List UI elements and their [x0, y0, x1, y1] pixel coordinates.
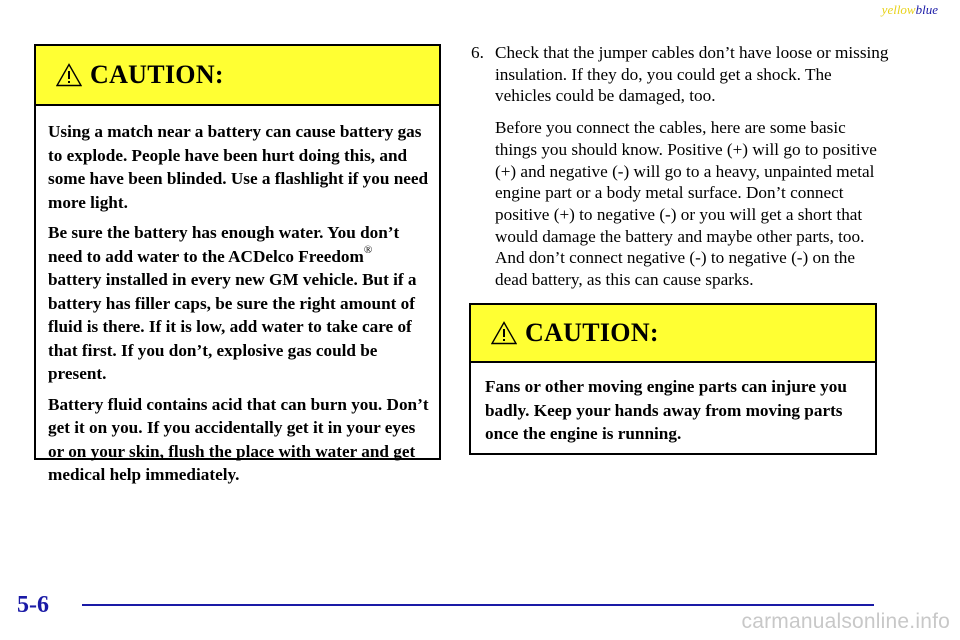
caution-header	[471, 305, 875, 363]
footer-rule	[82, 604, 874, 606]
color-tag-blue: blue	[915, 2, 938, 17]
page-number: 5-6	[17, 592, 49, 618]
caution-paragraph: Using a match near a battery can cause battery gas to explode. People have been hurt doing this, and some have been blinded. Use a flashlight if you need more light.	[48, 122, 429, 212]
step-text: Check that the jumper cables don’t have loose or missing insulation. If they do, you could get a shock. The vehicles could be damaged, too.	[495, 43, 889, 106]
caution-header	[36, 46, 439, 106]
caution-box-battery	[34, 44, 441, 484]
caution-title: CAUTION:	[525, 318, 659, 347]
step-note: Before you connect the cables, here are some basic things you should know. Positive (+) will go to positive (+) and negative (-) will go to a heavy, unpainted metal engine part or a body metal surface. Don’t connect positive (+) to negative (-) or you will get a short that would damage the battery and maybe other parts, too. And don’t connect negative (-) to negative (-) on the dead battery, as this can cause sparks.	[495, 118, 877, 290]
caution-paragraph-rest: battery installed in every new GM vehicle. But if a battery has filler caps, be sure the right amount of fluid is there. If it is low, add water to take care of that first. If you don’t, explosive gas could be present.	[48, 270, 417, 383]
color-tag-yellow: yellow	[881, 2, 916, 17]
caution-paragraph-lead: Be sure the battery has enough water. You don’t need to add water to the ACDelco Freedom	[48, 223, 400, 266]
registered-mark: ®	[363, 243, 373, 256]
warning-triangle-icon	[56, 63, 82, 87]
caution-box-fans	[469, 303, 877, 455]
step-6	[471, 42, 891, 301]
step-number: 6.	[471, 43, 484, 62]
caution-paragraph: Fans or other moving engine parts can injure you badly. Keep your hands away from moving parts once the engine is running.	[485, 377, 847, 443]
caution-body	[36, 106, 439, 487]
color-tag	[882, 2, 938, 18]
caution-title: CAUTION:	[90, 60, 224, 89]
warning-triangle-icon	[491, 321, 517, 345]
caution-paragraph: Battery fluid contains acid that can burn you. Don’t get it on you. If you accidentally get it in your eyes or on your skin, flush the place with water and get medical help immediately.	[48, 394, 429, 484]
caution-body	[471, 363, 875, 446]
caution-paragraph	[48, 221, 429, 386]
watermark: carmanualsonline.info	[741, 610, 950, 633]
